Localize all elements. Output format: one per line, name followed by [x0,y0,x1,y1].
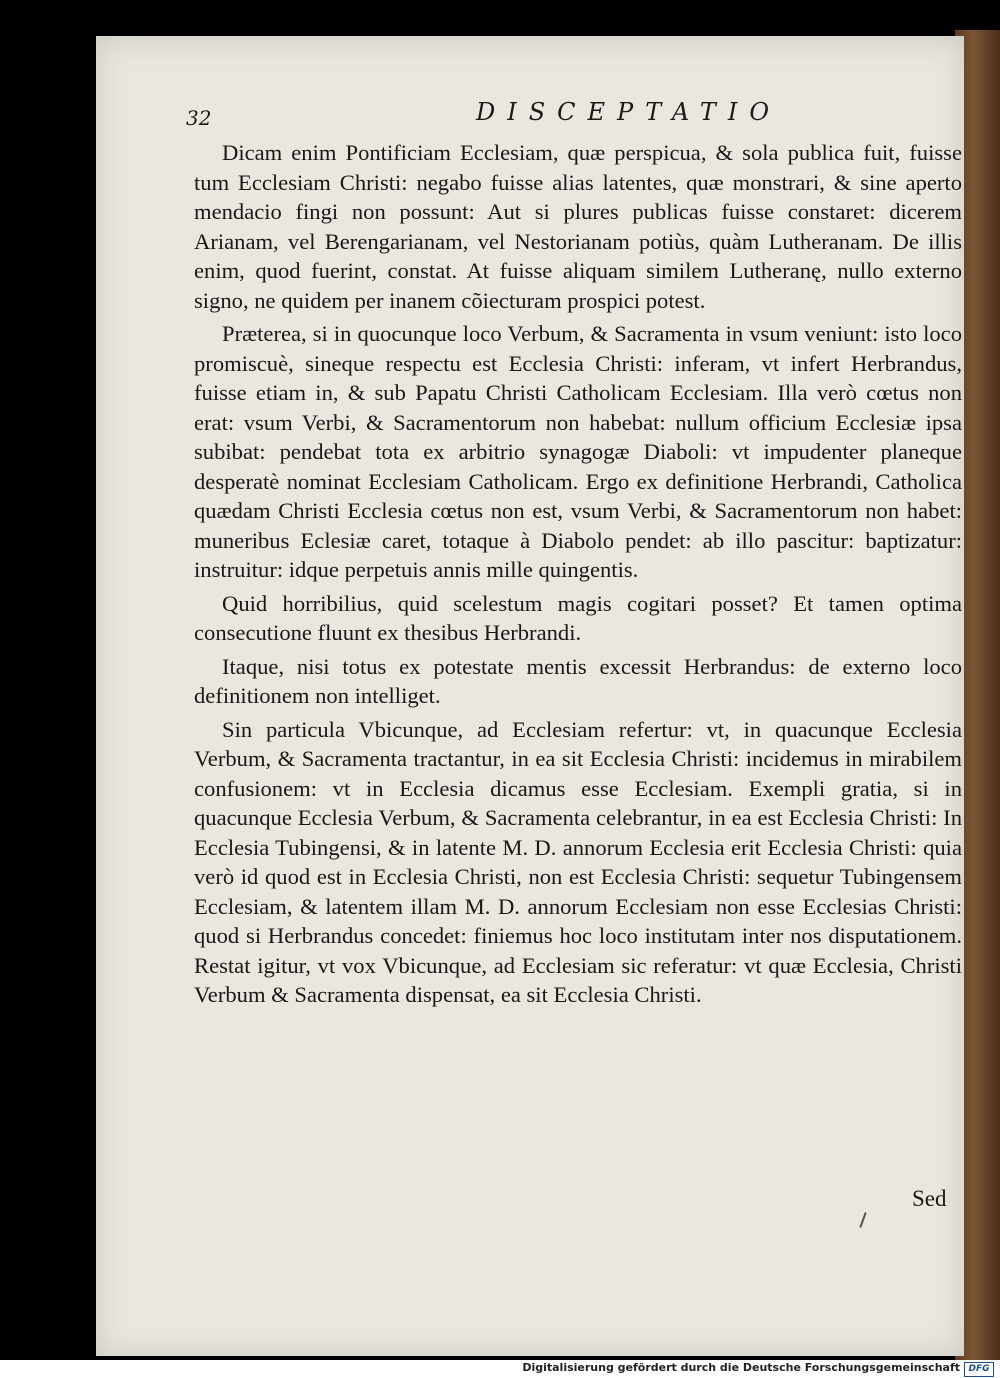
dfg-logo-icon: DFG [964,1362,994,1377]
page-number: 32 [186,106,212,130]
digitization-footer [0,1360,1000,1378]
running-title: DISCEPTATIO [476,98,782,126]
paragraph-1: Dicam enim Pontificiam Ecclesiam, quæ perspicua, & sola publica fuit, fuisse tum Ecclesiam Christi: negabo fuisse alias latentes, quæ monstrari, & sine aperto mendacio fingi non possunt: Aut si plures publicas fuisse constaret: dicerem Arianam, vel Berengarianam, vel Nestorianam potiùs, quàm Lutheranam. De illis enim, quod fuerint, constat. At fuisse aliquam similem Lutheranę, nullo externo signo, ne quidem per inanem cõiecturam prospici potest. [194,140,962,313]
catchword: Sed [912,1186,947,1211]
running-head [186,98,946,138]
body-text [194,138,962,1014]
paragraph-3: Quid horribilius, quid scelestum magis cogitari posset? Et tamen optima consecutione fluunt ex thesibus Herbrandi. [194,590,962,645]
paragraph-4: Itaque, nisi totus ex potestate mentis excessit Herbrandus: de externo loco definitionem non intelliget. [194,653,962,708]
paragraph-2: Præterea, si in quocunque loco Verbum, & Sacramenta in vsum veniunt: isto loco promiscuè, sineque respectu est Ecclesia Christi: inferam, vt infert Herbrandus, fuisse etiam in, & sub Papatu Christi Catholicam Ecclesiam. Illa verò cœtus non erat: vsum Verbi, & Sacramentorum non habebat: nullum officium Ecclesiæ ipsa subibat: pendebat tota ex arbitrio synagogæ Diaboli: vt impudenter planeque desperatè nominat Ecclesiam Catholicam. Ergo ex definitione Herbrandi, Catholica quædam Christi Ecclesia cœtus non est, vsum Verbi, & Sacramentorum non habet: muneribus Eclesiæ caret, totaque à Diabolo pendet: ab illo pascitur: baptizatur: instruitur: idque perpetuis annis mille quingentis. [194,321,962,582]
paragraph-5: Sin particula Vbicunque, ad Ecclesiam refertur: vt, in quacunque Ecclesia Verbum, & Sacramenta tractantur, in ea sit Ecclesia Christi: incidemus in mirabilem confusionem: vt in Ecclesia dicamus esse Ecclesiam. Exempli gratia, si in quacunque Ecclesia Verbum, & Sacramenta celebrantur, in ea est Ecclesia Christi: In Ecclesia Tubingensi, & in latente M. D. annorum Ecclesia erit Ecclesia Christi: quia verò id quod est in Ecclesia Christi, non est Ecclesia Christi: sequetur Tubingensem Ecclesiam, & latentem illam M. D. annorum Ecclesiam non esse Ecclesias Christi: quod si Herbrandus concedet: finiemus hoc loco institutam inter nos disputationem. Restat igitur, vt vox Vbicunque, ad Ecclesiam sic referatur: vt quæ Ecclesia, Christi Verbum & Sacramenta dispensat, ea sit Ecclesia Christi. [194,716,962,1007]
funding-credit: Digitalisierung gefördert durch die Deutsche Forschungsgemeinschaft [522,1361,960,1374]
